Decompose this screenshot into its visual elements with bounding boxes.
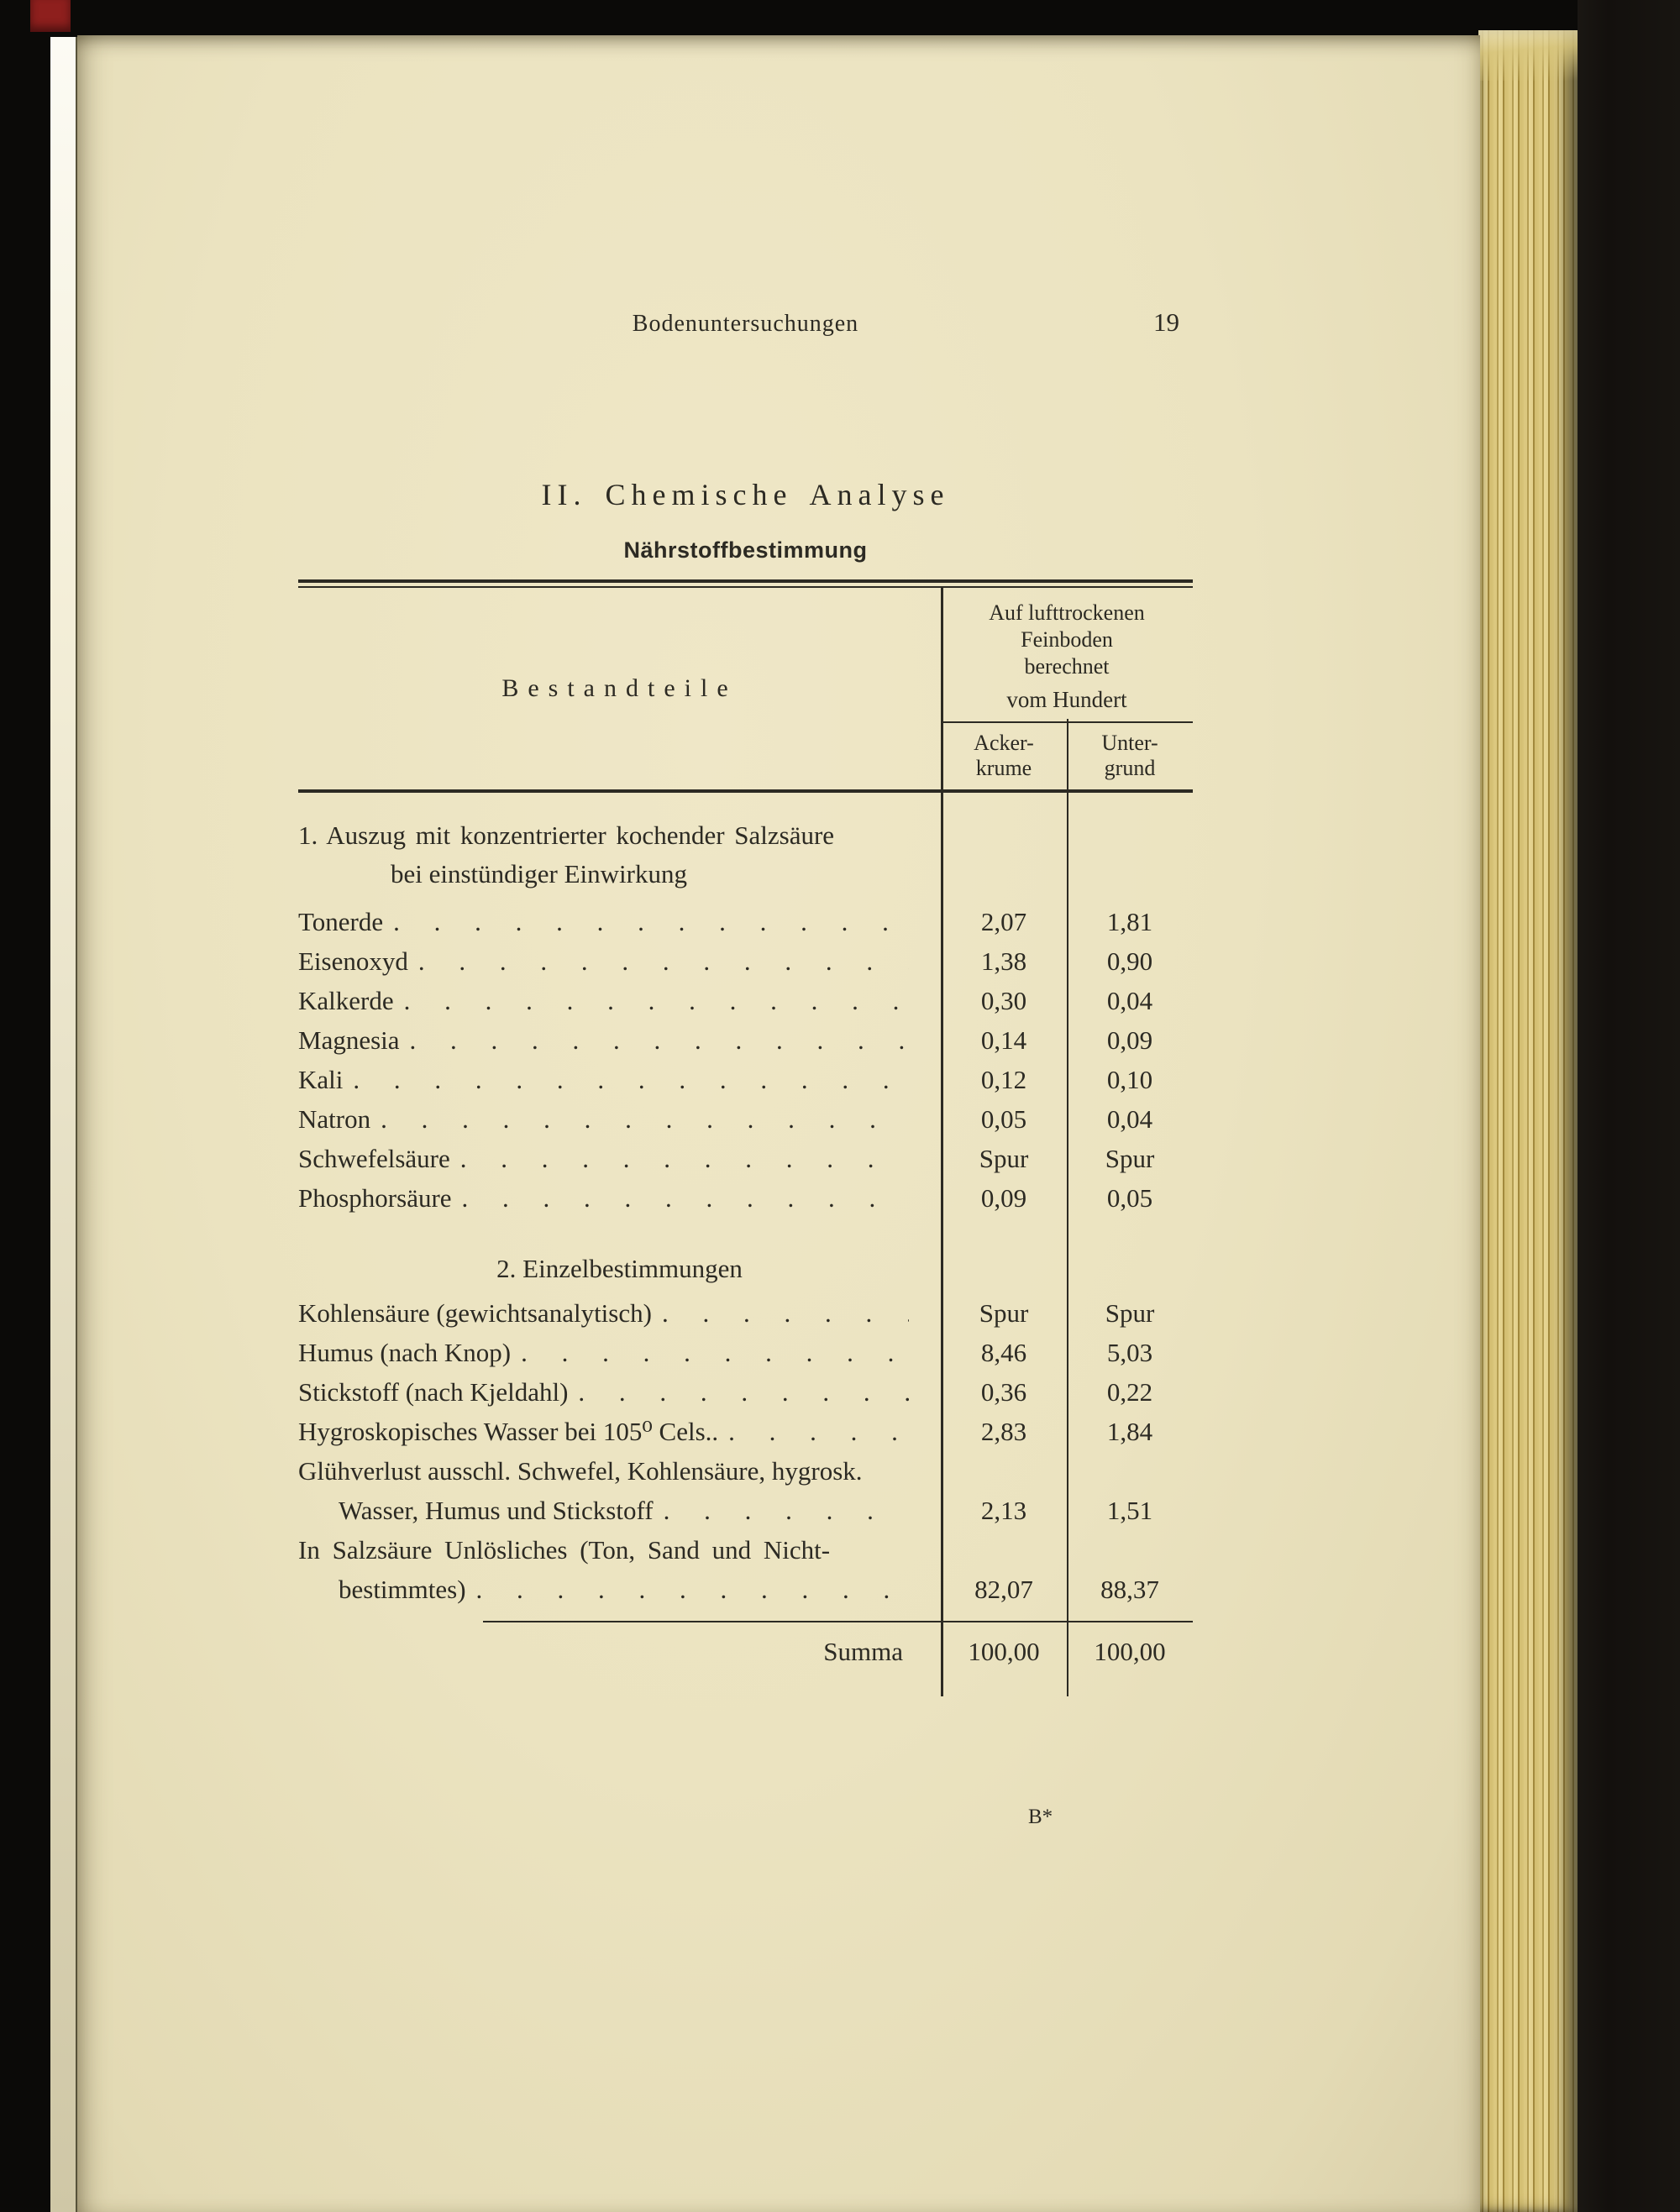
section1-heading-line1: 1. Auszug mit konzentrierter kochender Salzsäure [298,820,835,850]
value-ackerkrume: 0,09 [980,1183,1027,1213]
column-untergrund [1067,731,1193,781]
table-row [298,1293,1193,1333]
page-sheet [77,35,1480,2212]
value-ackerkrume: 82,07 [974,1575,1033,1604]
value-untergrund: 88,37 [1100,1575,1159,1604]
summa-row [298,1628,1193,1676]
section2-heading: 2. Einzelbestimmungen [496,1254,743,1283]
dot-leader [393,902,909,941]
dot-leader [462,1178,909,1218]
header-bestandteile: Bestandteile [501,674,738,702]
row-label: Magnesia [298,1025,400,1055]
summa-value-untergrund: 100,00 [1094,1637,1166,1666]
value-ackerkrume: 2,13 [980,1496,1027,1525]
column-label-line: Unter- [1101,731,1158,755]
book-cover-right [1578,0,1680,2212]
table-top-rule [298,579,1193,588]
section1-heading-line2: bei einstündiger Einwirkung [391,859,687,888]
value-ackerkrume: Spur [979,1144,1029,1173]
value-untergrund: 0,22 [1106,1377,1153,1407]
row-label: Kalkerde [298,986,394,1015]
table-header [298,588,1193,789]
value-untergrund: 0,90 [1106,946,1153,976]
value-untergrund: 1,84 [1106,1417,1153,1446]
row-label: Tonerde [298,907,384,936]
column-label-line: Acker- [974,731,1034,755]
analysis-table [298,579,1193,1676]
header-unit: vom Hundert [1006,687,1127,712]
value-ackerkrume: 0,12 [980,1065,1027,1094]
row-label: Phosphorsäure [298,1183,452,1213]
header-caption-line: Feinboden [1021,627,1113,652]
row-label: Stickstoff (nach Kjeldahl) [298,1377,569,1407]
page-subtitle: Nährstoffbestimmung [623,537,868,563]
section1-heading [298,816,1193,894]
table-row [298,1333,1193,1372]
dot-leader [476,1570,909,1609]
dot-leader [460,1139,909,1178]
value-untergrund: 5,03 [1106,1338,1153,1367]
value-untergrund: 0,04 [1106,1104,1153,1134]
value-ackerkrume: 0,14 [980,1025,1027,1055]
row-label: Kali [298,1065,344,1094]
red-spine-label [30,0,71,32]
dot-leader [728,1412,909,1451]
section1-rows [298,902,1193,1218]
row-label: Wasser, Humus und Stickstoff [339,1496,654,1525]
row-label: Hygroskopisches Wasser bei 105⁰ Cels.. [298,1417,719,1446]
table-row [298,1570,1193,1609]
summa-divider-rule [483,1621,1193,1622]
value-untergrund: Spur [1105,1298,1155,1328]
table-row [298,1099,1193,1139]
row-label: Kohlensäure (gewichtsanalytisch) [298,1298,652,1328]
value-untergrund: 0,09 [1106,1025,1153,1055]
page-edge-stack [1478,30,1578,2212]
column-ackerkrume [941,731,1067,781]
value-untergrund: 0,04 [1106,986,1153,1015]
table-row [298,1020,1193,1060]
table-row [298,902,1193,941]
dot-leader [662,1293,909,1333]
value-ackerkrume: 1,38 [980,946,1027,976]
column-label-line: grund [1104,756,1156,780]
dot-leader [664,1491,909,1530]
row-label-overflow-line: Glühverlust ausschl. Schwefel, Kohlensäure, hygrosk. [298,1456,863,1486]
value-ackerkrume: 2,07 [980,907,1027,936]
previous-page-edge [50,37,79,2212]
section2-rows [298,1293,1193,1609]
table-row [298,981,1193,1020]
page-content [298,35,1193,2212]
table-body [298,793,1193,1676]
table-row [298,1491,1193,1530]
dot-leader [410,1020,909,1060]
running-header: Bodenuntersuchungen [632,311,859,337]
row-label: bestimmtes) [339,1575,466,1604]
book-cover-top [0,0,1680,35]
summa-label: Summa [823,1637,903,1666]
row-label: Schwefelsäure [298,1144,450,1173]
page-number: 19 [1153,307,1179,337]
table-row [298,1412,1193,1451]
row-label: Eisenoxyd [298,946,408,976]
table-row [298,941,1193,981]
table-row [298,1139,1193,1178]
dot-leader [404,981,909,1020]
row-label-overflow-line: In Salzsäure Unlösliches (Ton, Sand und Nicht- [298,1535,831,1565]
page-edge-stack-top [1478,30,1578,81]
value-ackerkrume: 0,05 [980,1104,1027,1134]
value-untergrund: Spur [1105,1144,1155,1173]
value-ackerkrume: 0,30 [980,986,1027,1015]
summa-value-ackerkrume: 100,00 [968,1637,1040,1666]
dot-leader [353,1060,909,1099]
column-label-line: krume [975,756,1032,780]
dot-leader [418,941,909,981]
value-ackerkrume: 8,46 [980,1338,1027,1367]
table-vertical-rule-middle [1067,719,1068,1696]
dot-leader [578,1372,909,1412]
row-label: Natron [298,1104,371,1134]
table-row [298,1372,1193,1412]
value-ackerkrume: 0,36 [980,1377,1027,1407]
book-cover-left [0,0,52,2212]
row-label: Humus (nach Knop) [298,1338,512,1367]
dot-leader [381,1099,909,1139]
table-vertical-rule-left [941,588,943,1696]
table-row [298,1178,1193,1218]
dot-leader [521,1333,909,1372]
value-untergrund: 1,51 [1106,1496,1153,1525]
value-untergrund: 0,05 [1106,1183,1153,1213]
page-title: II. Chemische Analyse [541,478,950,511]
value-ackerkrume: 2,83 [980,1417,1027,1446]
value-untergrund: 1,81 [1106,907,1153,936]
table-row [298,1060,1193,1099]
value-ackerkrume: Spur [979,1298,1029,1328]
header-caption-line: Auf lufttrockenen [989,600,1145,625]
header-value-caption [941,588,1193,680]
header-caption-line: berechnet [1024,654,1110,679]
printer-signature-mark: B* [1028,1806,1053,1828]
value-untergrund: 0,10 [1106,1065,1153,1094]
